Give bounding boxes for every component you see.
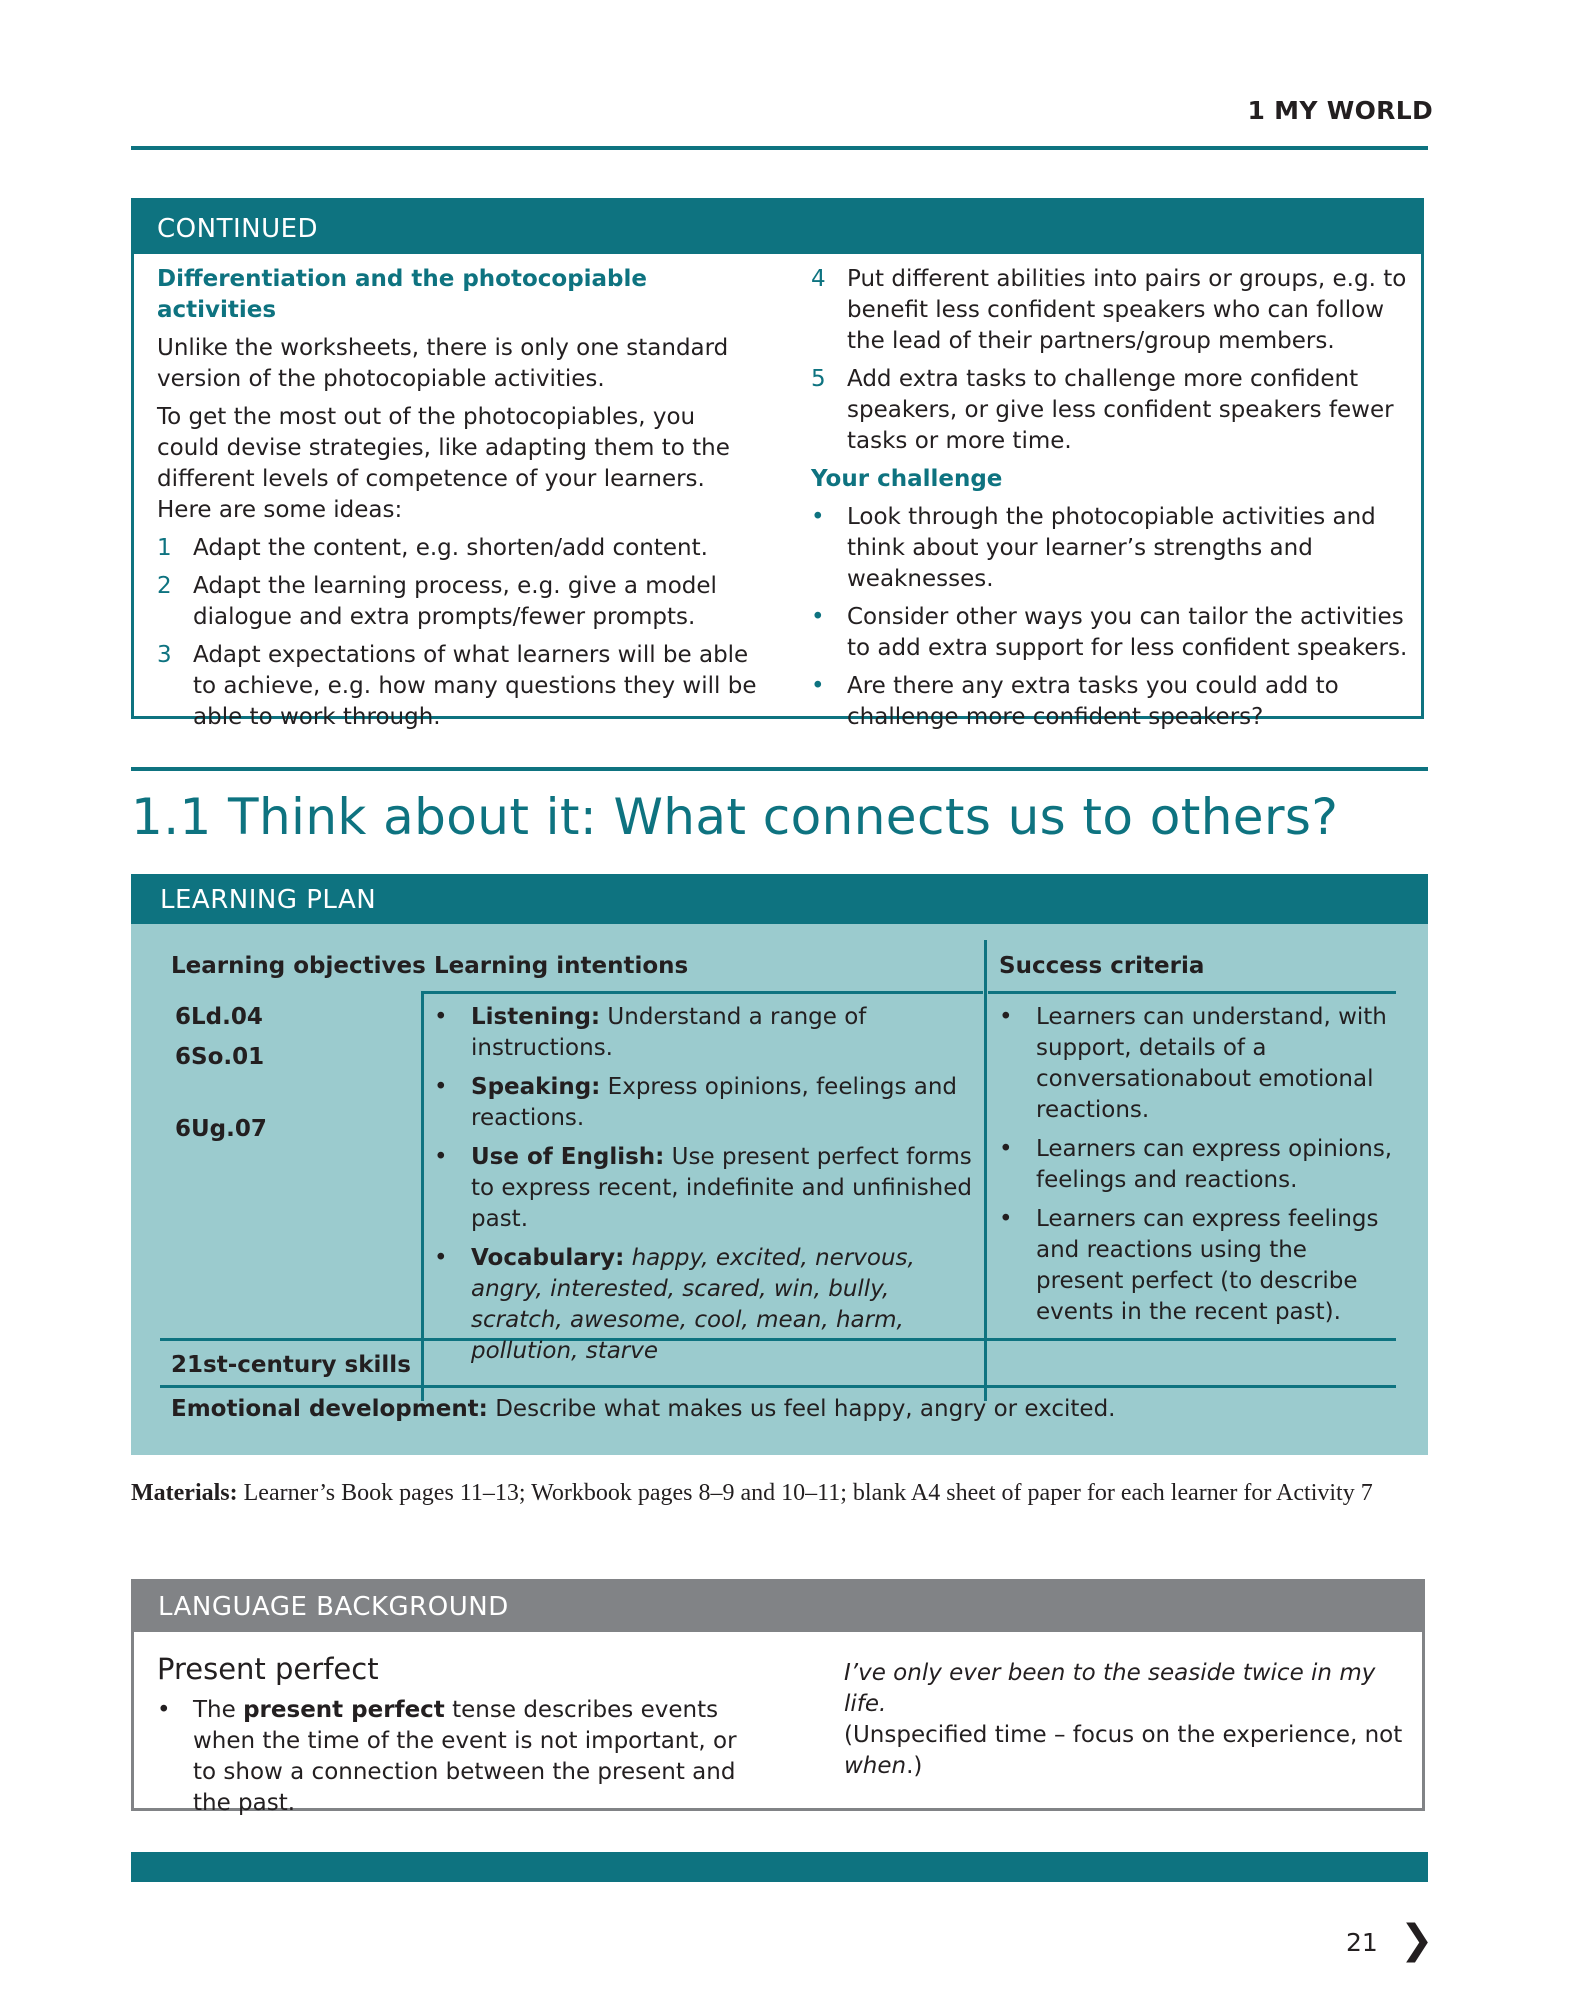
column-header-success: Success criteria <box>999 953 1205 979</box>
divider <box>988 991 1396 994</box>
materials-note: Materials: Learner’s Book pages 11–13; Workbook pages 8–9 and 10–11; blank A4 sheet of paper for each learner for Activity 7 <box>131 1480 1373 1506</box>
continued-left-column <box>157 264 757 740</box>
objective-code: 6Ug.07 <box>175 1116 267 1142</box>
section-title: 1.1 Think about it: What connects us to others? <box>131 788 1339 846</box>
skills-heading: 21st-century skills <box>171 1352 411 1378</box>
objective-code: 6So.01 <box>175 1044 265 1070</box>
list-item: 3 Adapt expectations of what learners will be able to achieve, e.g. how many questions they will be able to work through. <box>157 642 757 730</box>
list-item: 1 Adapt the content, e.g. shorten/add content. <box>157 535 708 561</box>
list-item: • Speaking: Express opinions, feelings and reactions. <box>434 1072 979 1134</box>
success-list <box>999 1002 1399 1336</box>
challenge-heading: Your challenge <box>811 466 1003 492</box>
paragraph: To get the most out of the photocopiables, you could devise strategies, like adapting them to the different levels of competence of your learners. Here are some ideas: <box>157 404 730 523</box>
list-item: • Are there any extra tasks you could add to challenge more confident speakers? <box>811 671 1411 733</box>
example-block <box>844 1658 1414 1782</box>
bullet-icon: • <box>157 1697 171 1723</box>
list-item: • Learners can express opinions, feelings and reactions. <box>999 1134 1399 1196</box>
bullet-icon: • <box>811 673 825 699</box>
bullet-icon: • <box>434 1144 448 1170</box>
divider <box>423 991 983 994</box>
language-background-heading: LANGUAGE BACKGROUND <box>134 1582 1422 1632</box>
bullet-icon: • <box>434 1245 448 1271</box>
list-item: • Learners can express feelings and reactions using the present perfect (to describe events in the recent past). <box>999 1204 1399 1328</box>
next-page-icon[interactable]: ❯ <box>1400 1917 1434 1963</box>
list-item: 2 Adapt the learning process, e.g. give a model dialogue and extra prompts/fewer prompts. <box>157 573 717 630</box>
bullet-icon: • <box>999 1004 1013 1030</box>
list-item: • The present perfect tense describes events when the time of the event is not important, or to show a connection between the present and the past. <box>157 1695 757 1819</box>
example-sentence: I’ve only ever been to the seaside twice in my life. <box>844 1660 1376 1717</box>
example-note: (Unspecified time – focus on the experience, not when.) <box>844 1722 1403 1779</box>
list-item: • Look through the photocopiable activities and think about your learner’s strengths and weaknesses. <box>811 502 1411 595</box>
column-header-intentions: Learning intentions <box>434 953 689 979</box>
list-item: 5 Add extra tasks to challenge more confident speakers, or give less confident speakers fewer tasks or more time. <box>811 366 1394 454</box>
continued-heading: CONTINUED <box>134 201 1421 254</box>
list-item: 4 Put different abilities into pairs or groups, e.g. to benefit less confident speakers who can follow the lead of their partners/group members. <box>811 266 1407 354</box>
skills-row: Emotional development: Describe what makes us feel happy, angry or excited. <box>171 1396 1116 1422</box>
list-item: • Listening: Understand a range of instructions. <box>434 1002 979 1064</box>
divider <box>160 1385 1396 1388</box>
chapter-heading: 1 MY WORLD <box>1247 96 1433 125</box>
section-rule <box>131 767 1428 771</box>
list-item: • Use of English: Use present perfect forms to express recent, indefinite and unfinished past. <box>434 1142 979 1235</box>
bullet-icon: • <box>434 1004 448 1030</box>
header-rule <box>131 146 1428 150</box>
learning-plan-heading: LEARNING PLAN <box>131 874 1428 924</box>
footer-band <box>131 1852 1428 1882</box>
bullet-icon: • <box>999 1136 1013 1162</box>
continued-right-column <box>811 264 1411 740</box>
differentiation-heading: Differentiation and the photocopiable activities <box>157 266 648 323</box>
list-item: • Consider other ways you can tailor the activities to add extra support for less confident speakers. <box>811 602 1411 664</box>
paragraph: Unlike the worksheets, there is only one standard version of the photocopiable activities. <box>157 335 729 392</box>
list-item: • Learners can understand, with support, details of a conversationabout emotional reactions. <box>999 1002 1399 1126</box>
continued-box <box>131 198 1424 730</box>
intentions-list <box>434 1002 979 1375</box>
column-header-objectives: Learning objectives <box>171 953 426 979</box>
bullet-icon: • <box>999 1206 1013 1232</box>
bullet-icon: • <box>434 1074 448 1100</box>
present-perfect-heading: Present perfect <box>157 1652 379 1686</box>
objective-code: 6Ld.04 <box>175 1004 263 1030</box>
language-background-box <box>131 1579 1425 1816</box>
divider <box>984 940 987 1401</box>
learning-plan-table <box>131 924 1428 1455</box>
bullet-icon: • <box>811 604 825 630</box>
bullet-icon: • <box>811 504 825 530</box>
list-item: • Vocabulary: happy, excited, nervous, angry, interested, scared, win, bully, scratch, awesome, cool, mean, harm, pollution, starve <box>434 1243 979 1367</box>
page-number: 21 <box>1346 1928 1378 1957</box>
